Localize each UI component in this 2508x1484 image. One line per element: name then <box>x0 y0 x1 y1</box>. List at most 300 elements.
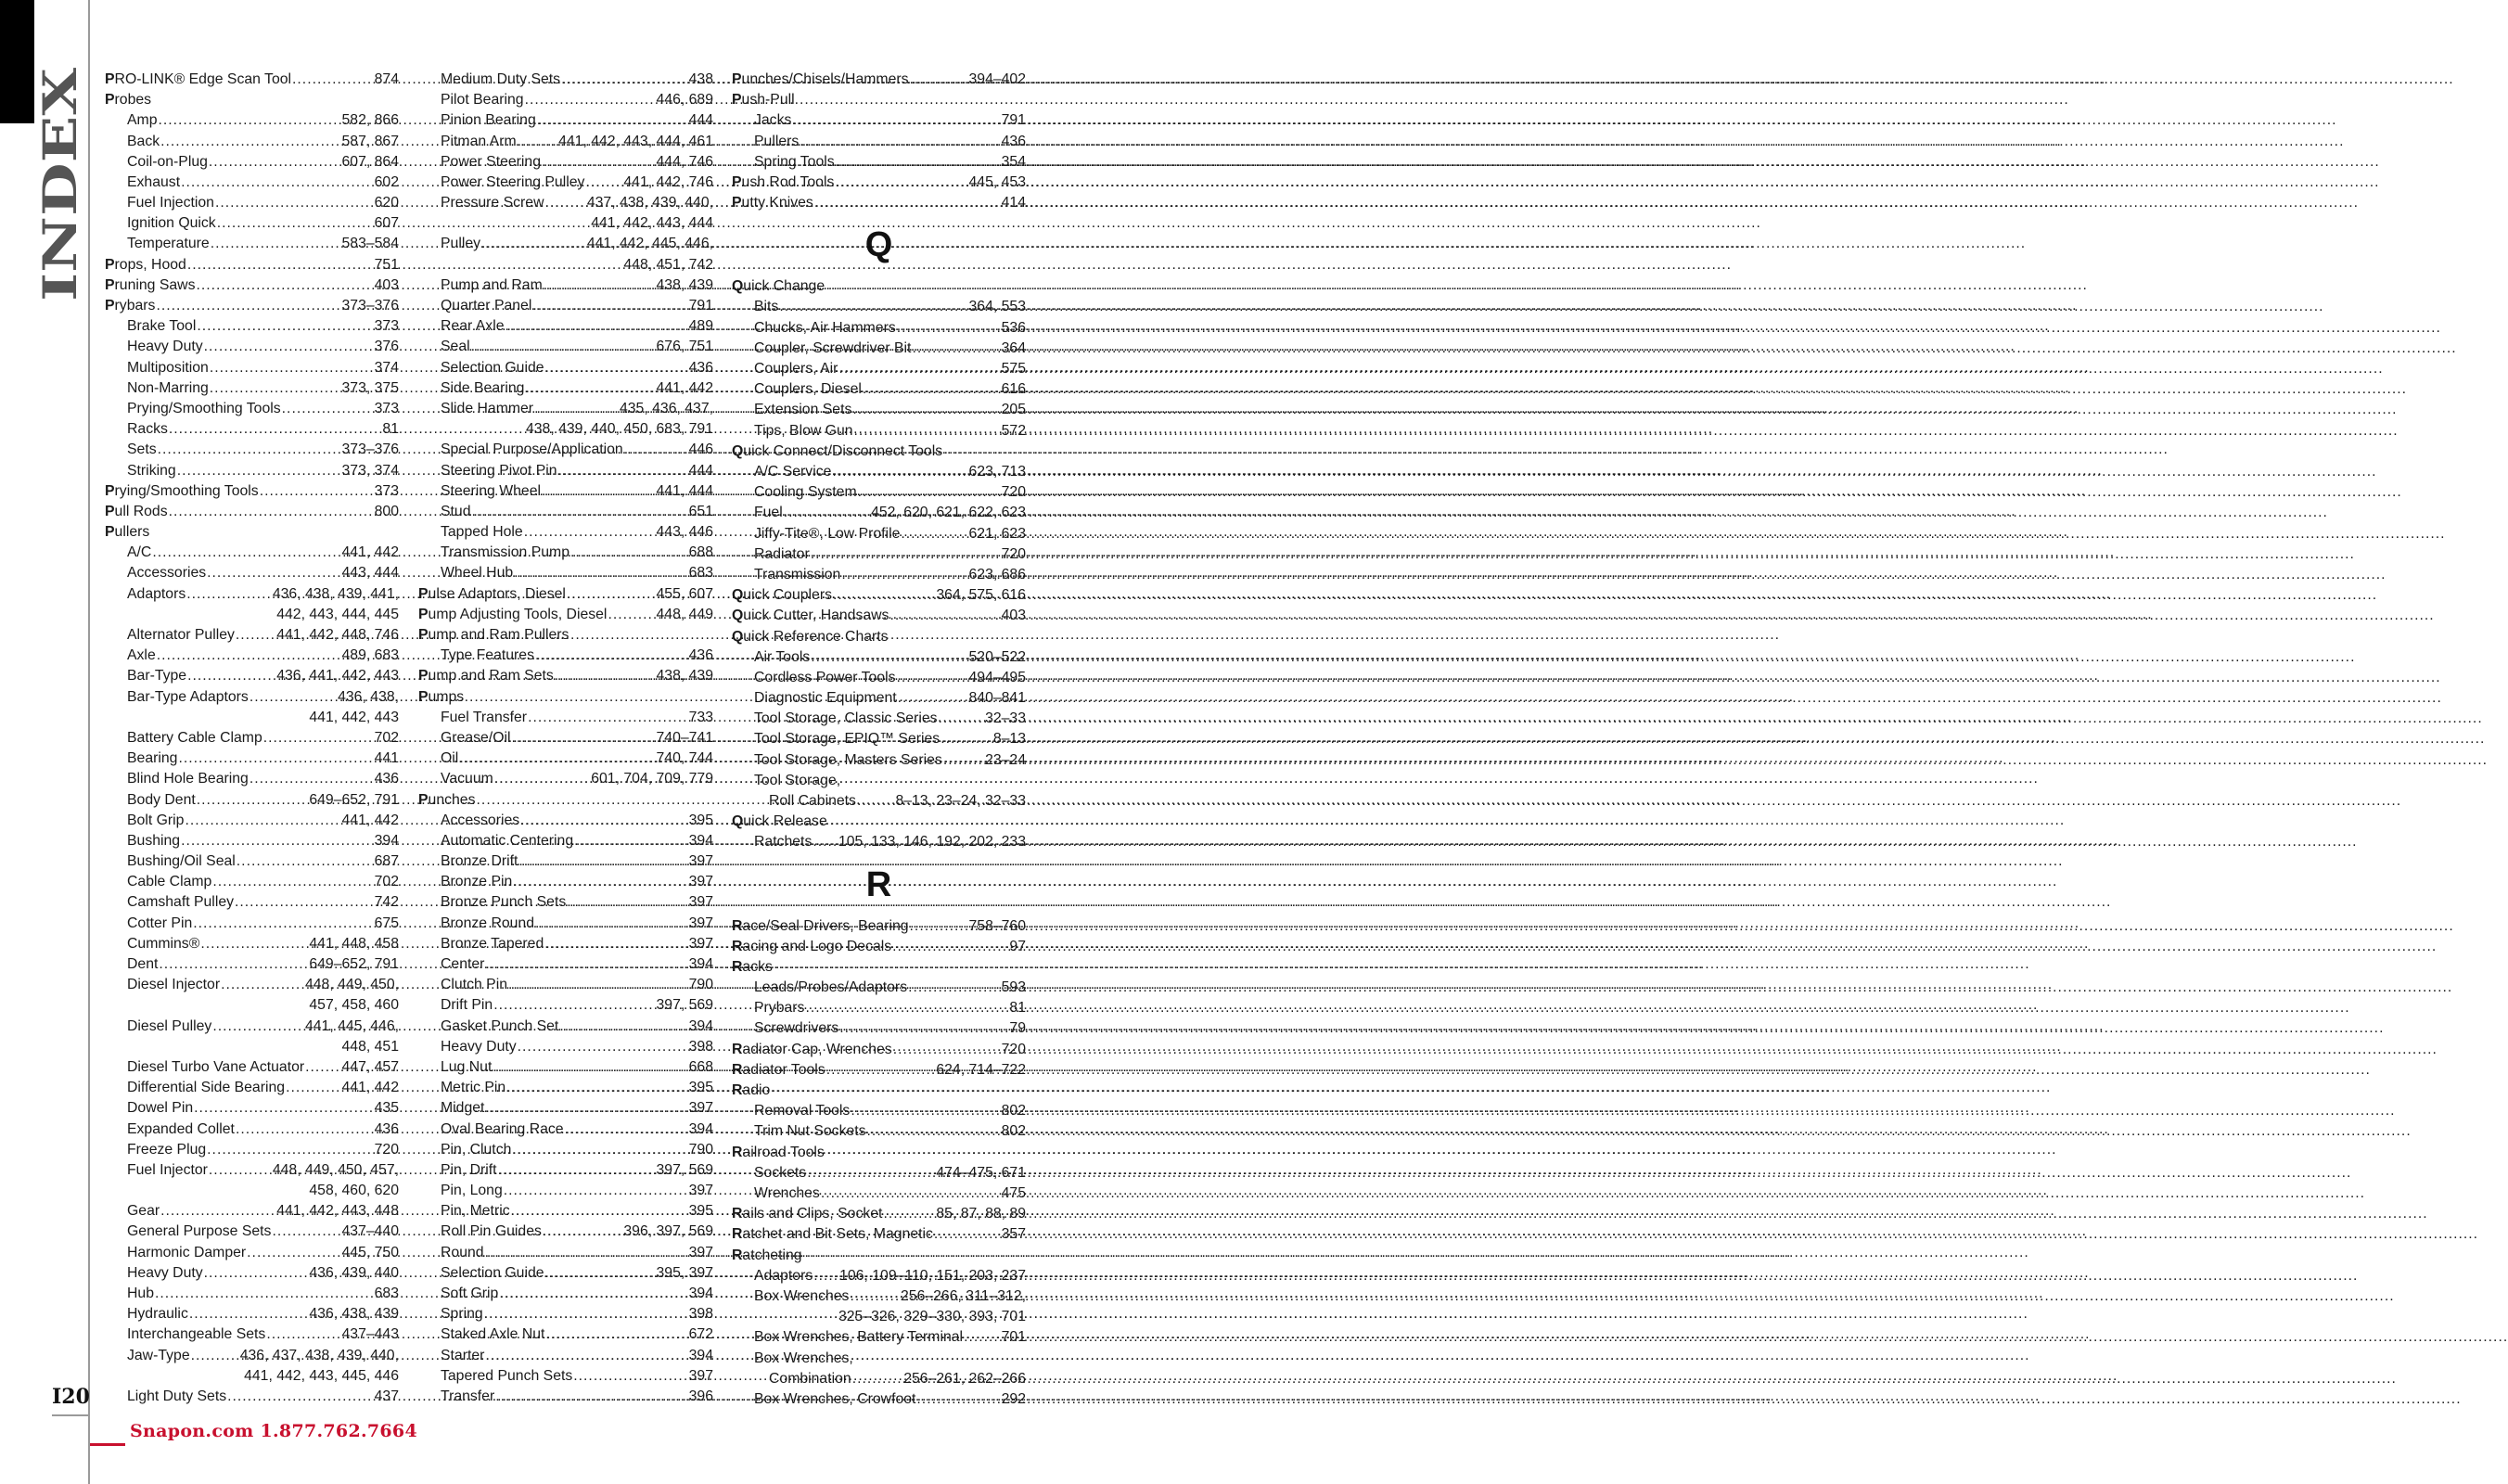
index-subentry <box>732 978 1026 998</box>
entry-label: Interchangeable Sets <box>127 1326 266 1343</box>
entry-label: Bits <box>754 299 779 315</box>
page-refs: 582, 866 <box>341 112 399 129</box>
leader-dots <box>493 995 655 1016</box>
entry-initial: Q <box>732 628 744 645</box>
entry-label: Bushing/Oil Seal <box>127 853 236 870</box>
index-entry <box>418 605 713 625</box>
leader-dots <box>585 173 622 193</box>
page-refs: 683 <box>374 1286 399 1302</box>
page-refs: 651 <box>688 503 713 519</box>
index-subentry <box>105 1057 399 1078</box>
leader-dots <box>518 132 557 152</box>
page-refs: 437–443 <box>341 1326 399 1343</box>
page-refs: 621, 623 <box>968 525 1026 542</box>
entry-label: General Purpose Sets <box>127 1223 272 1240</box>
leader-dots <box>235 892 374 913</box>
index-subentry <box>418 914 713 934</box>
leader-dots <box>544 934 687 954</box>
entry-label: Couplers, Diesel <box>754 381 862 398</box>
index-subentry <box>418 564 713 584</box>
index-subentry <box>105 1222 399 1243</box>
page-refs: 688 <box>688 544 713 561</box>
section-title <box>32 65 87 306</box>
entry-label: Pilot Bearing <box>441 92 524 109</box>
entry-label: Center <box>441 956 485 973</box>
leader-dots <box>181 831 374 851</box>
entry-label: Box Wrenches, Battery Terminal <box>754 1329 964 1346</box>
leader-dots <box>191 1346 239 1366</box>
index-entry <box>105 481 399 502</box>
page-refs: 441, 442 <box>656 379 713 396</box>
index-subentry <box>418 337 713 357</box>
page-refs: 720 <box>1001 545 1026 562</box>
leader-dots <box>193 914 373 934</box>
entry-label: Non-Marring <box>127 379 209 396</box>
index-subentry <box>418 1119 713 1140</box>
entry-label: Differential Side Bearing <box>127 1080 286 1096</box>
index-subentry <box>418 1057 713 1078</box>
entry-label: Adaptors <box>754 1267 813 1284</box>
leader-dots <box>857 791 894 812</box>
leader-dots <box>217 213 374 234</box>
index-entry <box>418 584 713 605</box>
index-entry <box>732 585 1026 606</box>
leader-dots <box>910 70 968 90</box>
page-refs: 403 <box>1001 608 1026 624</box>
leader-dots <box>209 1160 272 1181</box>
page-refs: 436 <box>374 771 399 787</box>
page-number: I20 <box>52 1385 90 1409</box>
leader-dots <box>863 379 1001 400</box>
entry-label: Multiposition <box>127 359 209 376</box>
leader-dots <box>852 400 1000 420</box>
entry-initial: P <box>105 482 115 499</box>
leader-dots <box>292 70 374 90</box>
entry-label: Dowel Pin <box>127 1100 194 1117</box>
entry-label: Round <box>441 1244 484 1260</box>
entry-label: Fuel Injector <box>127 1161 208 1178</box>
leader-dots <box>177 461 341 481</box>
index-subentry <box>418 235 713 255</box>
leader-dots <box>544 275 656 296</box>
entry-label-rest: rybars <box>114 298 156 314</box>
index-heading <box>732 90 1026 110</box>
entry-label: Jiffy-Tite®, Low Profile <box>754 525 901 542</box>
leader-dots <box>524 522 656 543</box>
page-refs: 85, 87, 88, 89 <box>936 1206 1026 1222</box>
entry-label: Tapped Hole <box>441 524 523 541</box>
index-subentry <box>732 400 1026 420</box>
leader-dots <box>908 978 1001 998</box>
page-refs: 443, 446 <box>656 524 713 541</box>
page-refs: 397 <box>688 874 713 890</box>
entry-label-rest: ump and Ram Pullers <box>428 627 569 644</box>
entry-label-rest: uick Reference Charts <box>743 628 889 645</box>
index-subentry <box>105 1119 399 1140</box>
index-subheading: Tool Storage, <box>754 772 841 788</box>
index-entry <box>732 1040 1026 1060</box>
leader-dots <box>835 173 967 193</box>
entry-label: Spring <box>441 1306 483 1323</box>
leader-dots <box>867 1121 1001 1142</box>
entry-label: Ignition Quick <box>127 215 216 232</box>
index-subentry <box>105 1160 399 1181</box>
leader-dots <box>570 543 688 563</box>
index-subentry <box>105 132 399 152</box>
entry-label: Blind Hole Bearing <box>127 771 249 787</box>
leader-dots <box>169 502 374 522</box>
index-subentry <box>732 1101 1026 1121</box>
index-subentry <box>732 1163 1026 1183</box>
index-entry <box>732 173 1026 193</box>
index-subentry <box>105 769 399 789</box>
entry-label: Roll Cabinets <box>769 792 856 809</box>
index-subentry <box>418 1284 713 1304</box>
page-refs: 394 <box>688 1120 713 1137</box>
leader-dots <box>943 750 984 771</box>
leader-dots <box>282 399 374 419</box>
index-subentry <box>732 688 1026 709</box>
entry-label: Temperature <box>127 236 210 252</box>
entry-label: Air Tools <box>754 648 811 665</box>
entry-label: Rear Axle <box>441 318 505 335</box>
index-subentry <box>105 152 399 173</box>
entry-label-rest: ailroad Tools <box>742 1144 825 1160</box>
entry-label: Starter <box>441 1347 485 1363</box>
page-refs: 403 <box>374 276 399 293</box>
leader-dots <box>912 339 1000 359</box>
page-refs: 436 <box>374 1120 399 1137</box>
entry-label <box>732 193 813 213</box>
index-subentry <box>732 503 1026 523</box>
entry-label: Diesel Turbo Vane Actuator <box>127 1058 305 1075</box>
leader-dots <box>236 625 275 646</box>
entry-label-rest: ush Rod Tools <box>741 173 835 190</box>
index-subentry <box>732 998 1026 1018</box>
leader-dots <box>535 914 688 934</box>
entry-label: Metric Pin <box>441 1080 506 1096</box>
leader-dots <box>813 1266 838 1286</box>
index-subentry <box>418 728 713 748</box>
leader-dots <box>197 790 309 811</box>
page-refs: 256–266, 311–312, <box>901 1287 1026 1304</box>
leader-dots <box>896 668 967 688</box>
entry-label: Oval Bearing Race <box>441 1120 564 1137</box>
index-subentry <box>418 1387 713 1407</box>
leader-dots <box>221 975 304 995</box>
index-subentry <box>732 152 1026 173</box>
leader-dots <box>186 584 272 605</box>
entry-label: Selection Guide <box>441 359 544 376</box>
page-refs: 397 <box>688 1244 713 1260</box>
page-refs: 448, 449, 450, <box>304 977 399 993</box>
index-subentry <box>105 543 399 563</box>
leader-dots <box>210 378 341 399</box>
entry-initial: P <box>732 195 742 211</box>
leader-dots <box>227 1387 374 1407</box>
page-refs: 23–24 <box>985 751 1026 768</box>
page-refs: 441 <box>374 750 399 767</box>
leader-dots <box>250 687 337 708</box>
page-refs: 575 <box>1001 361 1026 377</box>
index-subentry <box>732 1266 1026 1286</box>
entry-label: Brake Tool <box>127 318 197 335</box>
page-refs: 601, 704, 709, 779 <box>591 771 713 787</box>
entry-label: Stud <box>441 503 471 519</box>
leader-dots <box>558 461 688 481</box>
leader-dots <box>836 152 1001 173</box>
leader-dots <box>832 462 967 482</box>
page-refs: 376 <box>374 339 399 355</box>
leader-dots <box>542 152 655 173</box>
index-entry <box>105 502 399 522</box>
leader-dots <box>807 1163 935 1183</box>
entry-label: Slide Hammer <box>441 400 534 416</box>
page-refs: 397 <box>688 915 713 931</box>
index-subentry <box>105 110 399 131</box>
index-entry <box>732 70 1026 90</box>
leader-dots <box>841 565 967 585</box>
leader-dots <box>518 851 687 872</box>
entry-initial: P <box>105 70 115 87</box>
page-refs: 802 <box>1001 1103 1026 1119</box>
entry-label <box>105 275 195 296</box>
leader-dots <box>574 831 688 851</box>
entry-label: Combination <box>769 1370 851 1387</box>
leader-dots <box>543 1222 623 1242</box>
leader-dots <box>485 1346 687 1366</box>
entry-label: Heavy Duty <box>127 339 203 355</box>
index-subentry <box>418 769 713 789</box>
page-refs: 448, 449 <box>656 606 713 622</box>
page-refs: 672 <box>688 1326 713 1343</box>
entry-label: A/C Service <box>754 463 832 480</box>
leader-dots <box>839 1018 1008 1039</box>
index-subentry <box>418 132 713 152</box>
page-refs: 441, 442 <box>341 812 399 828</box>
page-refs: 790 <box>688 1141 713 1158</box>
index-subentry <box>732 709 1026 729</box>
leader-dots <box>157 646 341 666</box>
index-subentry <box>105 1140 399 1160</box>
index-subentry <box>418 811 713 831</box>
entry-label: Tool Storage, Masters Series <box>754 751 942 768</box>
entry-label: Jacks <box>754 112 792 129</box>
index-subentry <box>418 708 713 728</box>
leader-dots <box>212 872 373 892</box>
page-refs: 395 <box>688 812 713 828</box>
page-refs: 702 <box>374 729 399 746</box>
entry-label: Accessories <box>127 565 207 582</box>
index-entry <box>732 1060 1026 1081</box>
index-subentry <box>105 1201 399 1222</box>
index-subentry <box>418 1140 713 1160</box>
leader-dots <box>260 481 374 502</box>
index-subentry <box>732 110 1026 131</box>
page-refs: 441, 448, 458 <box>309 935 399 952</box>
index-subentry <box>418 461 713 481</box>
index-subentry <box>105 914 399 934</box>
page-refs: 448, 449, 450, 457, <box>272 1161 399 1178</box>
leader-dots <box>158 110 340 131</box>
page-refs: 414 <box>1001 195 1026 211</box>
entry-label-rest: ulse Adaptors, Diesel <box>428 585 566 602</box>
section-tab <box>0 0 34 123</box>
index-subentry <box>418 193 713 213</box>
leader-dots <box>624 440 688 460</box>
entry-initial: R <box>732 1144 743 1160</box>
leader-dots <box>555 666 656 686</box>
page-refs: 105, 133, 146, 192, 202, 233 <box>838 834 1026 851</box>
entry-label: Coil-on-Plug <box>127 153 208 170</box>
entry-label: Transfer <box>441 1388 495 1404</box>
entry-initial: P <box>105 298 115 314</box>
page-refs: 438 <box>688 70 713 87</box>
leader-dots <box>567 892 687 913</box>
leader-dots <box>608 605 655 625</box>
entry-label-rest: unches <box>428 791 476 808</box>
leader-dots <box>537 110 688 131</box>
index-subentry <box>105 440 399 460</box>
page-refs: 373, 374 <box>341 462 399 479</box>
index-subentry <box>732 339 1026 359</box>
index-subentry <box>418 646 713 666</box>
entry-label <box>732 173 834 193</box>
entry-label-rest: ush-Pull <box>741 92 795 109</box>
index-subentry <box>105 954 399 975</box>
leader-dots <box>897 318 1001 339</box>
leader-dots <box>204 337 374 357</box>
entry-label-rest: acing and Logo Decals <box>742 938 892 954</box>
page-refs: 397 <box>688 935 713 952</box>
entry-initial: P <box>732 92 742 109</box>
page-refs: 676, 751 <box>656 339 713 355</box>
index-subentry <box>732 132 1026 152</box>
page-refs: 373 <box>374 400 399 416</box>
entry-label: Roll Pin Guides <box>441 1223 542 1240</box>
page-refs: 106, 109–110, 151, 203, 237 <box>839 1267 1026 1284</box>
index-subentry <box>105 337 399 357</box>
index-entry <box>105 255 399 275</box>
index-subentry <box>418 543 713 563</box>
index-entry <box>732 193 1026 213</box>
entry-label <box>732 1224 933 1245</box>
page-refs: 452, 620, 621, 622, 623 <box>871 505 1026 521</box>
leader-dots <box>481 234 586 254</box>
entry-initial: P <box>105 276 115 293</box>
entry-initial: Q <box>732 813 744 830</box>
page-refs: 720 <box>1001 484 1026 501</box>
index-subentry <box>105 316 399 337</box>
index-subentry <box>105 646 399 666</box>
page-refs: 446 <box>688 441 713 458</box>
page-refs: 701 <box>1001 1329 1026 1346</box>
entry-label: Exhaust <box>127 173 181 190</box>
entry-label <box>105 70 291 90</box>
leader-dots <box>792 110 1000 131</box>
index-subentry <box>418 1078 713 1098</box>
index-subheading: Box Wrenches, <box>754 1350 853 1366</box>
letter-divider: Q <box>864 225 893 265</box>
index-subentry <box>732 750 1026 771</box>
entry-label-rest: RO-LINK® Edge Scan Tool <box>114 70 292 87</box>
page-refs: 441, 442, 443, 448 <box>276 1203 399 1220</box>
index-heading <box>418 687 713 708</box>
leader-dots <box>534 399 619 419</box>
leader-dots <box>892 937 1008 957</box>
entry-label: Power Steering Pulley <box>441 173 585 190</box>
page-refs: 256–261, 262–266 <box>903 1370 1026 1387</box>
leader-dots <box>169 419 382 440</box>
index-subentry <box>418 481 713 502</box>
index-subentry <box>732 318 1026 339</box>
page-refs: 800 <box>374 503 399 519</box>
leader-dots <box>204 1263 309 1284</box>
page-refs: 751 <box>374 256 399 273</box>
page-refs: 364, 575, 616 <box>936 587 1026 604</box>
index-subentry <box>105 666 399 686</box>
entry-initial: R <box>732 1206 743 1222</box>
leader-dots <box>505 316 688 337</box>
index-subentry <box>418 954 713 975</box>
entry-label: Couplers, Air <box>754 361 838 377</box>
page-refs: 441, 442, 443, 444, 461 <box>558 133 713 149</box>
index-heading <box>418 790 713 811</box>
index-subentry <box>418 275 713 296</box>
entry-label <box>105 296 155 316</box>
page-refs: 397 <box>688 1367 713 1384</box>
leader-dots <box>813 832 838 852</box>
index-subentry <box>105 1387 399 1407</box>
entry-label: Gasket Punch Set <box>441 1017 559 1034</box>
index-subentry <box>105 564 399 584</box>
entry-label: Gear <box>127 1203 160 1220</box>
index-subentry <box>732 1369 1026 1389</box>
leader-dots <box>493 1057 687 1078</box>
entry-initial: P <box>418 688 429 705</box>
page-refs: 790 <box>688 977 713 993</box>
entry-initial: P <box>105 503 115 519</box>
page-refs: 395 <box>688 1080 713 1096</box>
entry-label-rest: acks <box>742 958 773 975</box>
entry-label: Jaw-Type <box>127 1347 190 1363</box>
index-subentry <box>732 482 1026 503</box>
index-subentry <box>732 1389 1026 1410</box>
entry-label: Amp <box>127 112 158 129</box>
entry-label <box>732 70 909 90</box>
page-refs: 874 <box>374 70 399 87</box>
entry-label: Leads/Probes/Adaptors <box>754 979 908 996</box>
leader-dots <box>851 1101 1000 1121</box>
index-subentry <box>418 440 713 460</box>
entry-label: Striking <box>127 462 176 479</box>
leader-dots <box>207 1140 373 1160</box>
leader-dots <box>187 255 374 275</box>
page-refs: 438, 439 <box>656 668 713 684</box>
entry-label: Wrenches <box>754 1184 820 1201</box>
page-refs: 395, 397 <box>656 1264 713 1281</box>
entry-label: Coupler, Screwdriver Bit <box>754 339 912 356</box>
leader-dots <box>178 748 373 769</box>
leader-dots <box>545 1324 687 1345</box>
entry-label: Bronze Round <box>441 915 534 931</box>
page-refs: 441, 442, 445, 446, <box>586 236 713 252</box>
page-refs-continued: 457, 458, 460 <box>309 997 399 1014</box>
page-refs: 394 <box>688 1347 713 1363</box>
index-subentry <box>732 298 1026 318</box>
index-subentry <box>105 851 399 872</box>
leader-dots <box>542 481 655 502</box>
